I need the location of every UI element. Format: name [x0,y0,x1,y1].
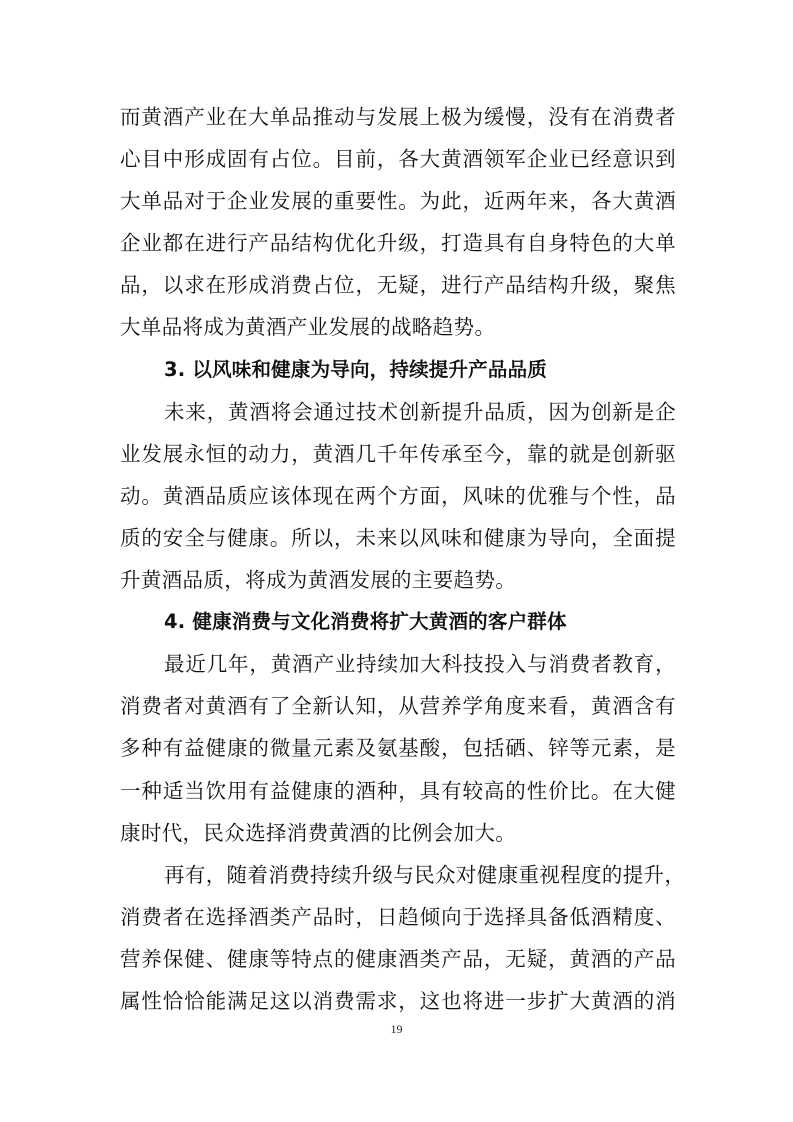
paragraph-line: 心目中形成固有占位。目前，各大黄酒领军企业已经意识到 [120,147,676,172]
paragraph-line: 属性恰恰能满足这以消费需求，这也将进一步扩大黄酒的消 [120,988,676,1013]
paragraph-line: 业发展永恒的动力，黄酒几千年传承至今，靠的就是创新驱 [120,441,676,466]
paragraph-line: 康时代，民众选择消费黄酒的比例会加大。 [120,820,517,845]
paragraph-line: 最近几年，黄酒产业持续加大科技投入与消费者教育， [164,652,676,677]
section-heading-3: 3. 以风味和健康为导向，持续提升产品品质 [164,357,547,381]
paragraph-line: 升黄酒品质，将成为黄酒发展的主要趋势。 [120,568,517,593]
paragraph-line: 大单品将成为黄酒产业发展的战略趋势。 [120,315,496,340]
paragraph-line: 大单品对于企业发展的重要性。为此，近两年来，各大黄酒 [120,189,676,214]
paragraph-line: 动。黄酒品质应该体现在两个方面，风味的优雅与个性，品 [120,483,676,508]
paragraph-line: 消费者在选择酒类产品时，日趋倾向于选择具备低酒精度、 [120,904,676,929]
paragraph-line: 一种适当饮用有益健康的酒种，具有较高的性价比。在大健 [120,778,676,803]
paragraph-line: 品，以求在形成消费占位，无疑，进行产品结构升级，聚焦 [120,273,676,298]
document-body [120,96,686,1022]
paragraph-line: 消费者对黄酒有了全新认知，从营养学角度来看，黄酒含有 [120,694,676,719]
paragraph-line: 再有，随着消费持续升级与民众对健康重视程度的提升， [164,862,686,887]
paragraph-line: 而黄酒产业在大单品推动与发展上极为缓慢，没有在消费者 [120,105,676,129]
section-heading-4: 4. 健康消费与文化消费将扩大黄酒的客户群体 [164,610,567,634]
paragraph-line: 营养保健、健康等特点的健康酒类产品，无疑，黄酒的产品 [120,946,676,971]
paragraph-line: 多种有益健康的微量元素及氨基酸，包括硒、锌等元素，是 [120,736,676,761]
paragraph-line: 未来，黄酒将会通过技术创新提升品质，因为创新是企 [164,399,676,424]
paragraph-line: 企业都在进行产品结构优化升级，打造具有自身特色的大单 [120,231,676,256]
paragraph-line: 质的安全与健康。所以，未来以风味和健康为导向，全面提 [120,525,676,550]
page-number: 19 [390,1022,403,1036]
